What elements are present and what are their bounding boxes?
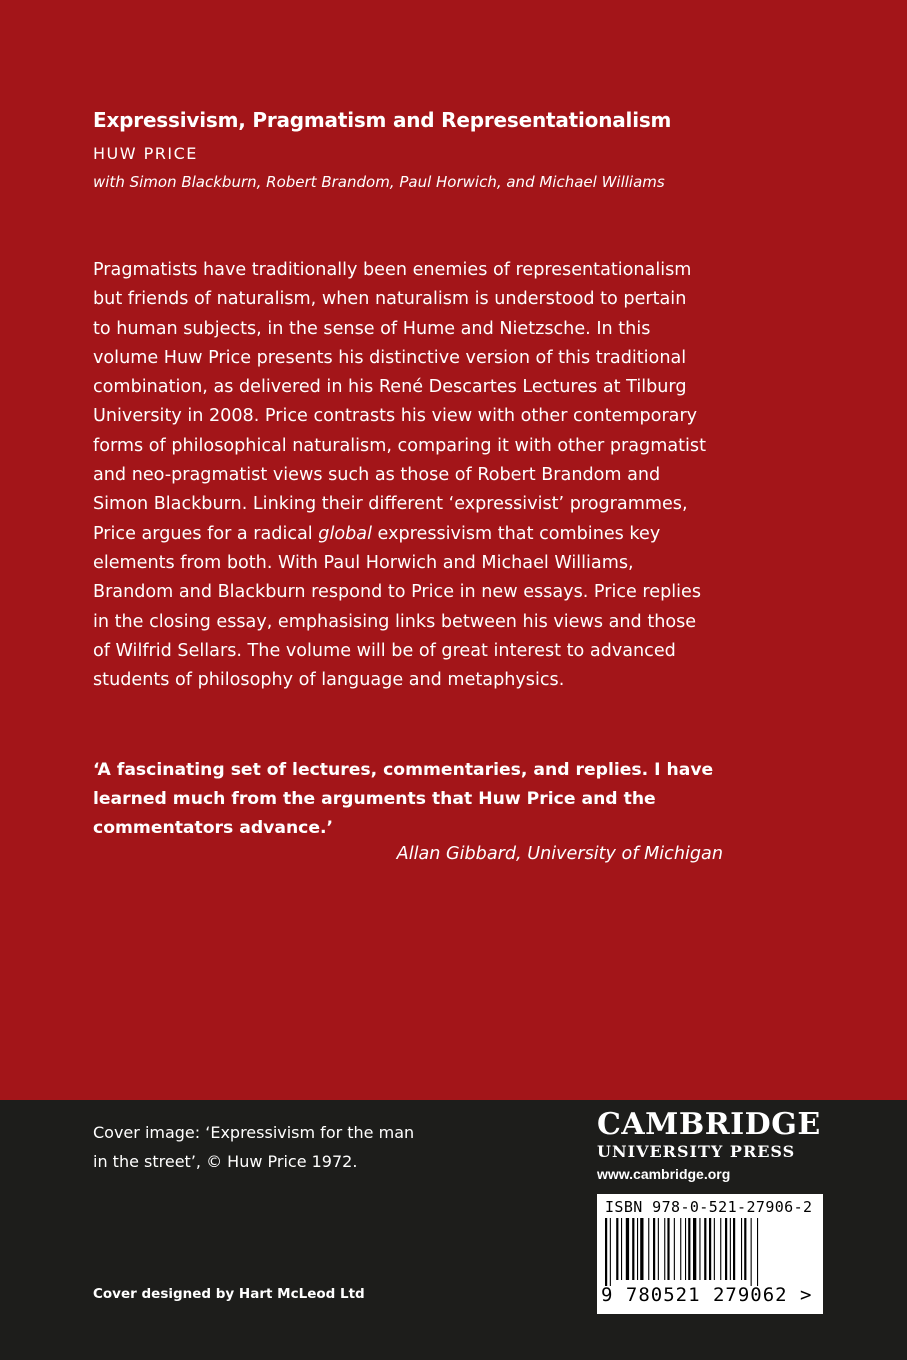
cover-image-credit [93, 1118, 414, 1176]
publisher-logo [597, 1107, 823, 1182]
credit-line: Cover image: ‘Expressivism for the man [93, 1123, 415, 1142]
barcode-bar [674, 1218, 675, 1280]
blurb-line: to human subjects, in the sense of Hume and Nietzsche. In this [93, 318, 651, 339]
barcode-bar [667, 1218, 669, 1280]
book-author: HUW PRICE [93, 144, 198, 163]
blurb-line: in the closing essay, emphasising links between his views and those [93, 611, 697, 632]
barcode-bar [616, 1218, 618, 1280]
isbn-label: ISBN 978-0-521-27906-2 [605, 1198, 813, 1216]
barcode-bar [653, 1218, 655, 1280]
barcode-bar [626, 1218, 629, 1280]
blurb-line [93, 520, 733, 549]
blurb-line: volume Huw Price presents his distinctive version of this traditional [93, 347, 687, 368]
barcode-bar [699, 1218, 700, 1280]
publisher-url: www.cambridge.org [597, 1166, 731, 1182]
barcode-bar [714, 1218, 715, 1280]
blurb-segment: Price argues for a radical [93, 523, 319, 544]
barcode-bar [757, 1218, 758, 1286]
cover-designer-credit: Cover designed by Hart McLeod Ltd [93, 1286, 365, 1302]
blurb-line: combination, as delivered in his René Descartes Lectures at Tilburg [93, 377, 687, 398]
blurb-line: of Wilfrid Sellars. The volume will be of great interest to advanced [93, 640, 676, 661]
barcode-bar [744, 1218, 746, 1280]
barcode-bar [688, 1218, 690, 1280]
blurb-line: Simon Blackburn. Linking their different ‘expressivist’ programmes, [93, 494, 688, 515]
publisher-subtitle: UNIVERSITY PRESS [597, 1142, 796, 1161]
blurb-line: and neo-pragmatist views such as those of Robert Brandom and [93, 465, 661, 486]
barcode-bar [741, 1218, 742, 1280]
book-description [93, 256, 733, 695]
barcode-bar [648, 1218, 649, 1280]
blurb-line: but friends of naturalism, when naturalism is understood to pertain [93, 289, 687, 310]
quote-line: commentators advance.’ [93, 818, 334, 838]
barcode-bar [664, 1218, 665, 1280]
blurb-line: elements from both. With Paul Horwich and Michael Williams, [93, 552, 634, 573]
quote-line: learned much from the arguments that Huw Price and the [93, 789, 656, 809]
book-contributors: with Simon Blackburn, Robert Brandom, Paul Horwich, and Michael Williams [93, 173, 665, 191]
quote-line: ‘A fascinating set of lectures, commentaries, and replies. I have [93, 760, 714, 780]
barcode-bar [693, 1218, 696, 1280]
barcode-bar [720, 1218, 721, 1280]
blurb-line: students of philosophy of language and metaphysics. [93, 670, 565, 691]
barcode-bar [621, 1218, 622, 1280]
barcode-bar [725, 1218, 727, 1280]
barcode-bar [605, 1218, 607, 1286]
quote-attribution: Allan Gibbard, University of Michigan [396, 844, 723, 864]
barcode-icon [603, 1218, 803, 1286]
barcode-bar [610, 1218, 611, 1286]
barcode-bar [680, 1218, 681, 1280]
cover-footer [0, 1100, 907, 1360]
credit-line: in the street’, © Huw Price 1972. [93, 1152, 358, 1171]
barcode-bar [733, 1218, 735, 1280]
blurb-segment: expressivism that combines key [371, 523, 661, 544]
barcode-bar [685, 1218, 686, 1280]
barcode-bar [751, 1218, 752, 1286]
barcode-digits: 9 780521 279062 > [601, 1284, 813, 1306]
blurb-line: forms of philosophical naturalism, comparing it with other pragmatist [93, 435, 706, 456]
blurb-emphasis: global [318, 523, 372, 544]
barcode-bar [730, 1218, 731, 1280]
barcode-bar [640, 1218, 643, 1280]
barcode-bar [704, 1218, 706, 1280]
barcode-bar [658, 1218, 659, 1280]
blurb-line: Pragmatists have traditionally been enemies of representationalism [93, 260, 692, 280]
barcode-bar [637, 1218, 638, 1280]
book-title: Expressivism, Pragmatism and Representationalism [93, 108, 672, 132]
barcode-bar [709, 1218, 711, 1280]
blurb-line: Brandom and Blackburn respond to Price in new essays. Price replies [93, 582, 702, 603]
blurb-line: University in 2008. Price contrasts his view with other contemporary [93, 406, 698, 427]
isbn-barcode [597, 1194, 823, 1314]
barcode-bar [632, 1218, 634, 1280]
publisher-name: CAMBRIDGE [597, 1107, 821, 1142]
review-quote [93, 756, 733, 843]
